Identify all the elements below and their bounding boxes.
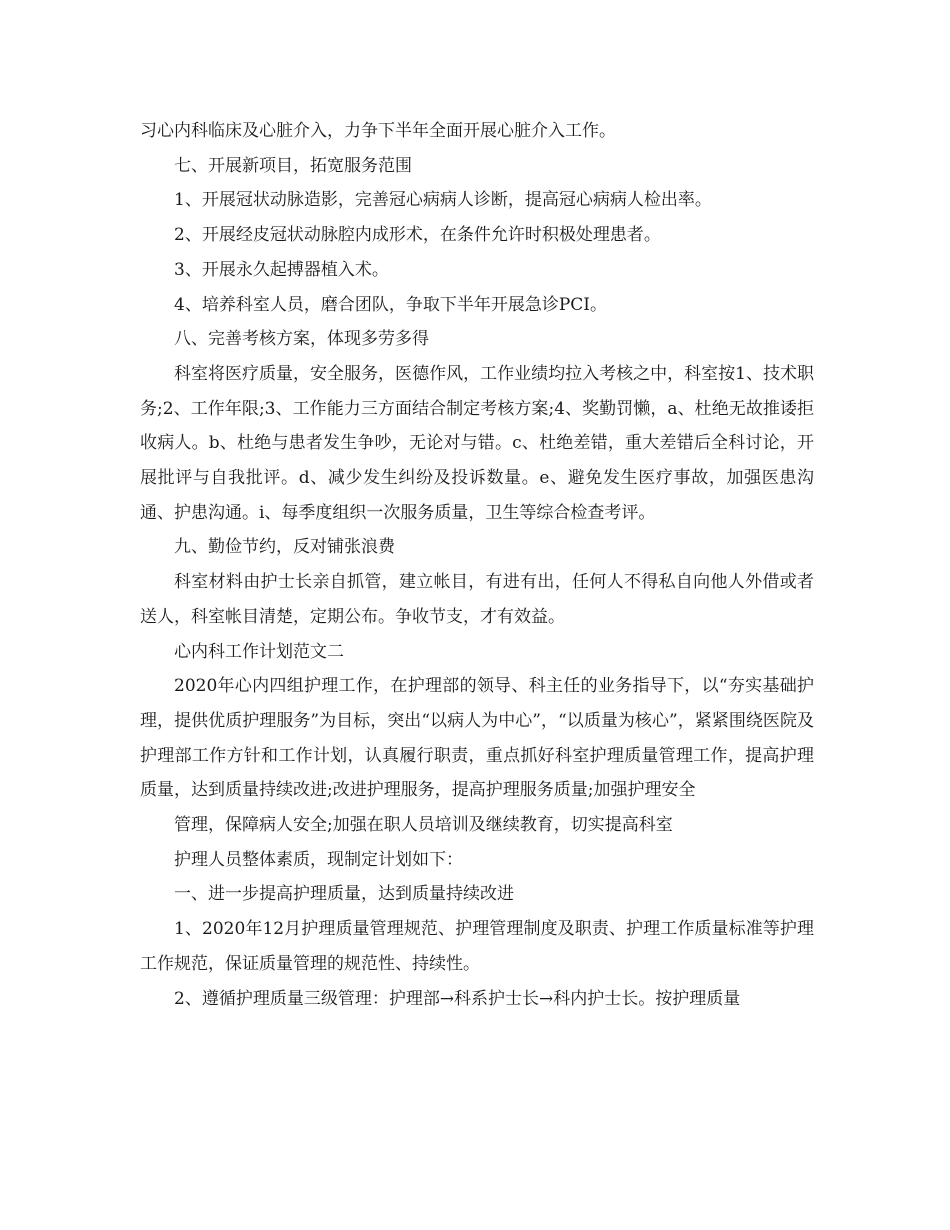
list-item: 1、开展冠状动脉造影，完善冠心病病人诊断，提高冠心病病人检出率。 [174,190,712,211]
section-heading-seven: 七、开展新项目，拓宽服务范围 [174,155,412,176]
list-item: 4、培养科室人员，磨合团队，争取下半年开展急诊PCI。 [174,294,607,315]
paragraph-assessment: 科室将医疗质量，安全服务，医德作风，工作业绩均拉入考核之中，科室按1、技术职务;2、工作年限;3、工作能力三方面结合制定考核方案;4、奖勤罚懒，a、杜绝无故推诿拒收病人。b、杜绝与患者发生争吵，无论对与错。c、杜绝差错，重大差错后全科讨论，开展批评与自我批评。d、减少发生纠纷及投诉数量。e、避免发生医疗事故，加强医患沟通、护患沟通。i、每季度组织一次服务质量，卫生等综合检查考评。 [140,363,814,523]
document-subtitle: 心内科工作计划范文二 [174,641,344,662]
section-heading-eight: 八、完善考核方案，体现多劳多得 [174,329,429,350]
paragraph-intro-continuation: 习心内科临床及心脏介入，力争下半年全面开展心脏介入工作。 [140,121,616,141]
paragraph-nursing-plan: 2020年心内四组护理工作，在护理部的领导、科主任的业务指导下，以“夯实基础护理，提供优质护理服务”为目标，突出“以病人为中心”，“以质量为核心”，紧紧围绕医院及护理部工作方针和工作计划，认真履行职责，重点抓好科室护理质量管理工作，提高护理质量，达到质量持续改进;改进护理服务，提高护理服务质量;加强护理安全 [140,676,814,801]
list-item: 2、开展经皮冠状动脉腔内成形术，在条件允许时积极处理患者。 [174,225,661,246]
paragraph-materials: 科室材料由护士长亲自抓管，建立帐目，有进有出，任何人不得私自向他人外借或者送人，科室帐目清楚，定期公布。争收节支，才有效益。 [140,572,814,627]
section-heading-one: 一、进一步提高护理质量，达到质量持续改进 [174,884,514,905]
paragraph-line: 管理，保障病人安全;加强在职人员培训及继续教育，切实提高科室 [174,815,673,836]
list-item: 2、遵循护理质量三级管理：护理部→科系护士长→科内护士长。按护理质量 [174,988,741,1009]
list-item: 3、开展永久起搏器植入术。 [174,259,389,280]
paragraph-line: 护理人员整体素质，现制定计划如下： [174,849,463,870]
list-item: 1、2020年12月护理质量管理规范、护理管理制度及职责、护理工作质量标准等护理工作规范，保证质量管理的规范性、持续性。 [140,919,814,974]
section-heading-nine: 九、勤俭节约，反对铺张浪费 [174,537,395,558]
document-body [140,114,814,1016]
